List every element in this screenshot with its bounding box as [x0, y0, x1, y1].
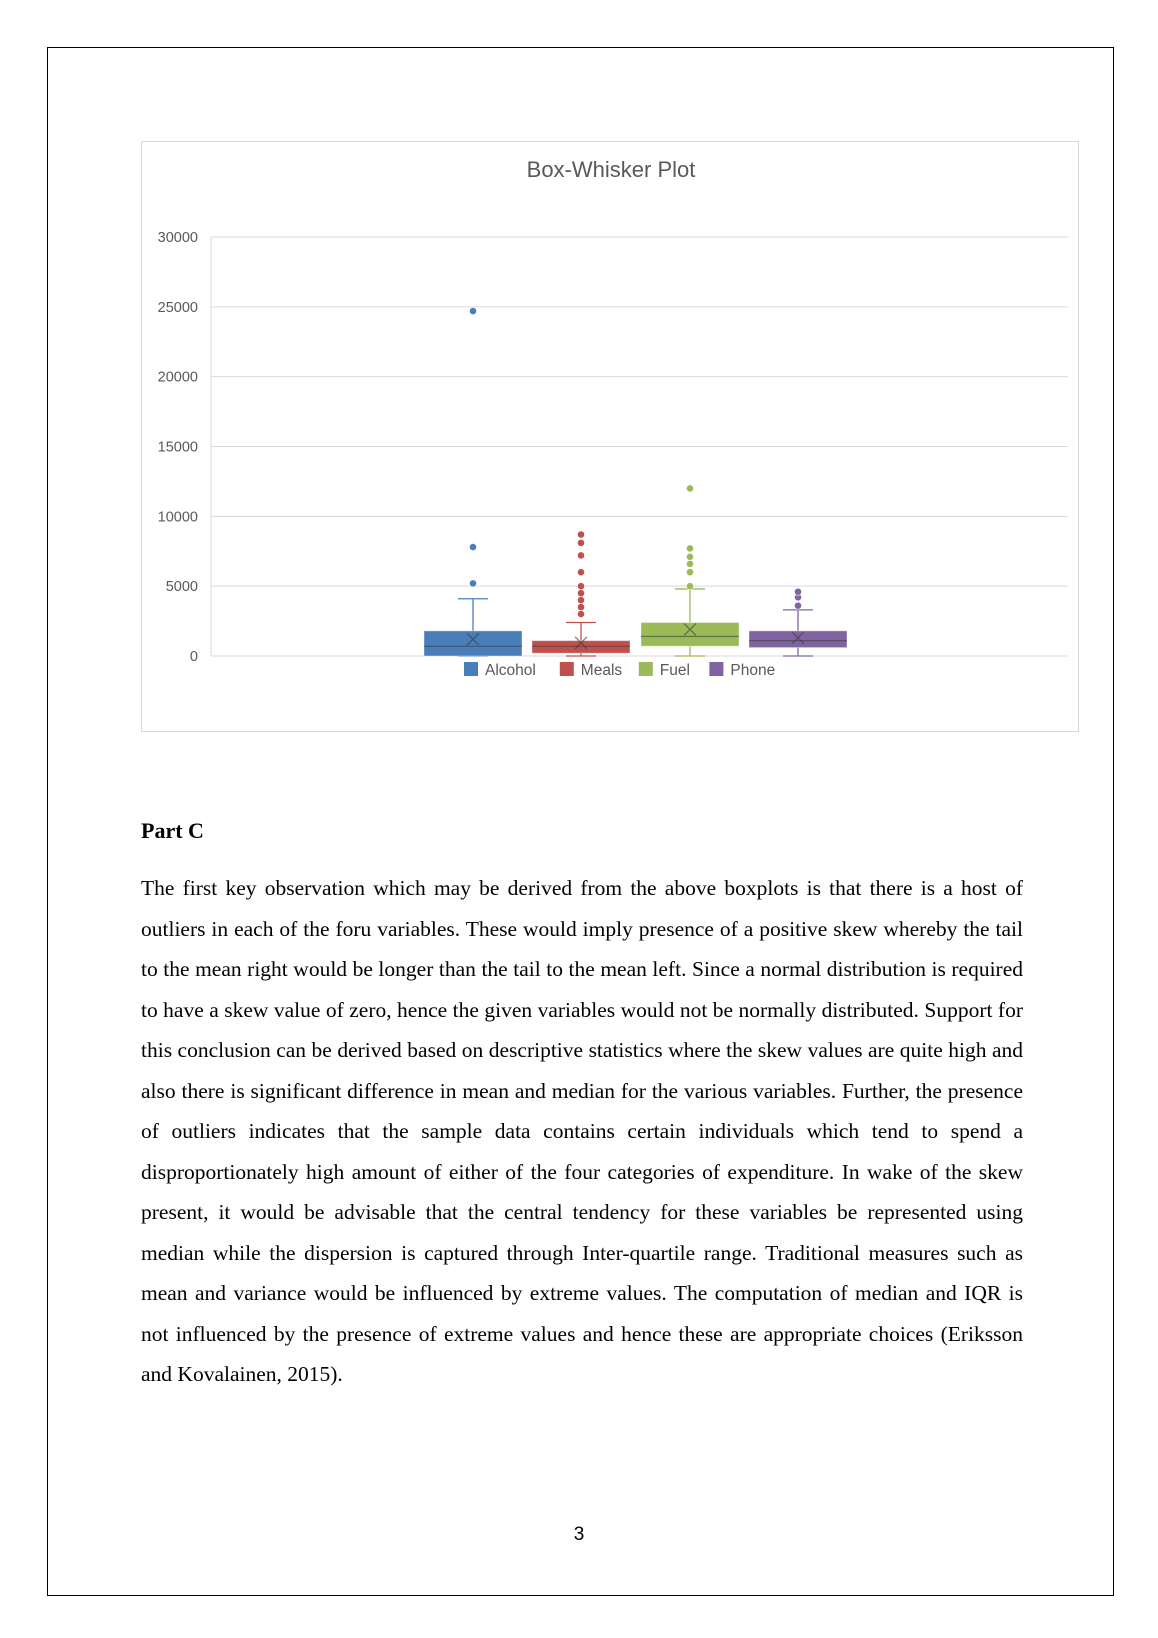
outlier-point	[577, 604, 584, 611]
outlier-point	[686, 553, 693, 560]
box-alcohol	[424, 631, 522, 656]
legend-swatch-fuel	[639, 662, 653, 676]
section-heading: Part C	[141, 818, 204, 843]
box-whisker-chart	[141, 141, 1079, 732]
outlier-point	[577, 611, 584, 618]
outlier-point	[469, 543, 476, 550]
outlier-point	[577, 552, 584, 559]
y-tick-label: 30000	[157, 230, 198, 246]
y-tick-label: 0	[189, 649, 198, 665]
outlier-point	[469, 580, 476, 587]
outlier-point	[686, 569, 693, 576]
y-tick-label: 15000	[157, 439, 198, 456]
outlier-point	[577, 583, 584, 590]
outlier-point	[794, 602, 801, 609]
page-number: 3	[573, 1524, 585, 1545]
legend-swatch-phone	[709, 662, 723, 676]
body-paragraph: The first key observation which may be derived from the above boxplots is that there is a host of outliers in each of the foru variables. These would imply presence of a positive skew whereby the tail to the mean right would be longer than the tail to the mean left. Since a normal distribution is required to have a skew value of zero, hence the given variables would not be normally distributed. Support for this conclusion can be derived based on descriptive statistics where the skew values are quite high and also there is significant difference in mean and median for the various variables. Further, the presence of outliers indicates that the sample data contains certain individuals which tend to spend a disproportionately high amount of either of the four categories of expenditure. In wake of the skew present, it would be advisable that the central tendency for these variables be represented using median while the dispersion is captured through Inter-quartile range. Traditional measures such as mean and variance would be influenced by extreme values. The computation of median and IQR is not influenced by the presence of extreme values and hence these are appropriate choices (Eriksson and Kovalainen, 2015).	[141, 876, 1023, 1386]
y-tick-label: 5000	[165, 579, 198, 596]
outlier-point	[686, 485, 693, 492]
legend-label-phone: Phone	[730, 662, 776, 679]
chart-title: Box-Whisker Plot	[526, 157, 696, 182]
outlier-point	[686, 583, 693, 590]
outlier-point	[577, 590, 584, 597]
outlier-point	[577, 569, 584, 576]
box-fuel	[641, 622, 739, 646]
box-phone	[749, 631, 847, 648]
outlier-point	[686, 545, 693, 552]
outlier-point	[794, 588, 801, 595]
legend-swatch-meals	[560, 662, 574, 676]
outlier-point	[469, 307, 476, 314]
y-tick-label: 25000	[157, 299, 198, 316]
y-tick-label: 20000	[157, 369, 198, 386]
legend-label-fuel: Fuel	[659, 662, 690, 679]
legend-label-meals: Meals	[580, 662, 623, 679]
outlier-point	[686, 560, 693, 567]
outlier-point	[577, 539, 584, 546]
outlier-point	[577, 531, 584, 538]
legend-swatch-alcohol	[464, 662, 478, 676]
outlier-point	[577, 597, 584, 604]
legend-label-alcohol: Alcohol	[485, 662, 536, 679]
chart-canvas	[142, 142, 1080, 733]
y-tick-label: 10000	[157, 509, 198, 526]
